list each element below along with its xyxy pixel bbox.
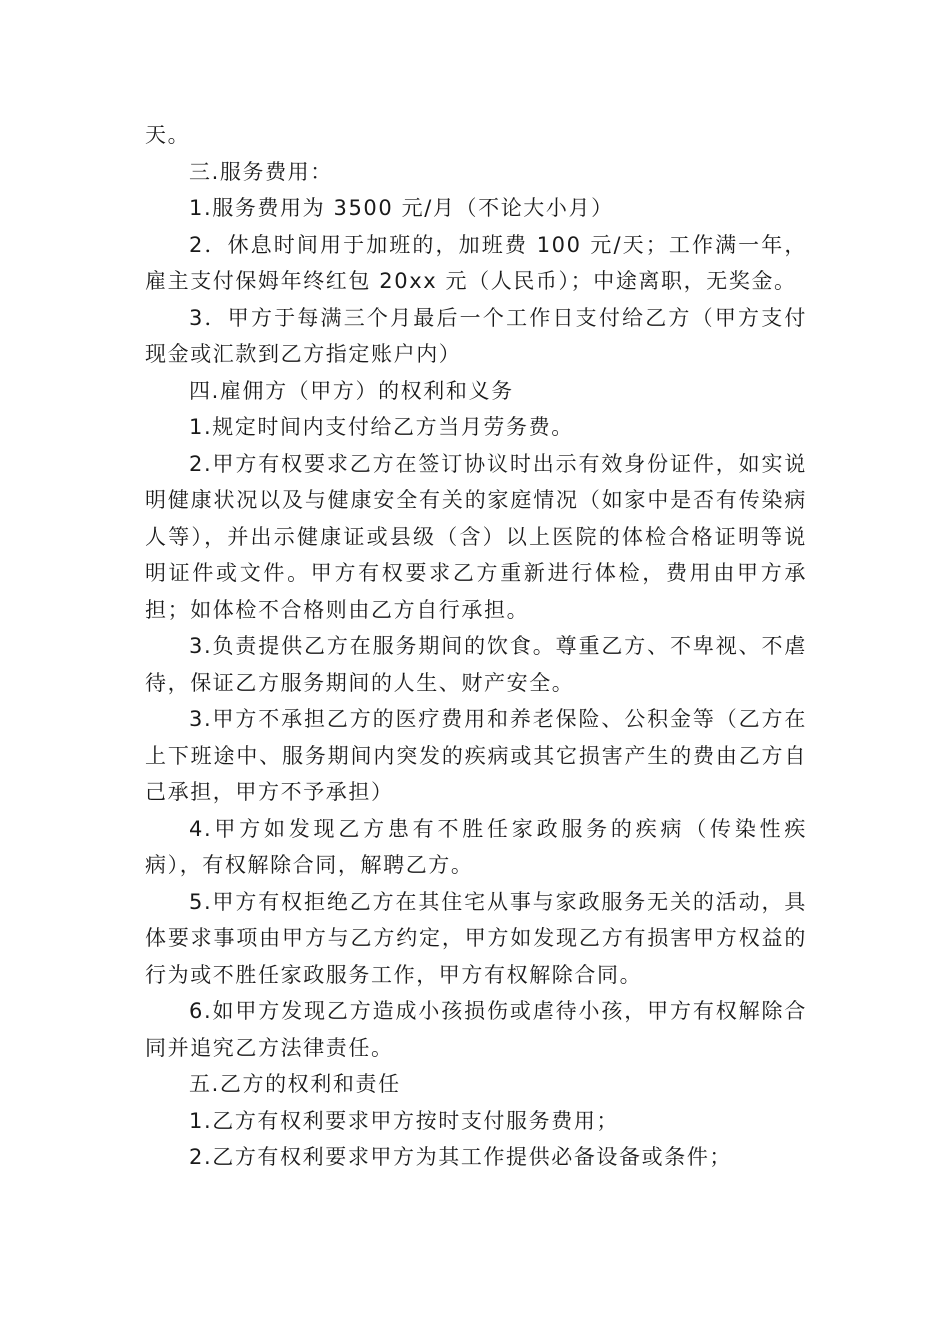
section-heading-employer-rights: 四.雇佣方（甲方）的权利和义务: [189, 378, 514, 403]
paragraph-payment-schedule: 3．甲方于每满三个月最后一个工作日支付给乙方（甲方支付现金或汇款到乙方指定账户内）: [145, 305, 807, 366]
paragraph-employee-2: 2.乙方有权利要求甲方为其工作提供必备设备或条件；: [189, 1145, 733, 1169]
paragraph-employer-5: 5.甲方有权拒绝乙方在其住宅从事与家政服务无关的活动，具体要求事项由甲方与乙方约定，甲方如发现乙方有损害甲方权益的行为或不胜任家政服务工作，甲方有权解除合同。: [145, 889, 807, 987]
paragraph-employer-3a: 3.负责提供乙方在服务期间的饮食。尊重乙方、不卑视、不虐待，保证乙方服务期间的人生、财产安全。: [145, 634, 807, 695]
paragraph-employer-1: 1.规定时间内支付给乙方当月劳务费。: [189, 415, 574, 439]
paragraph-employer-4: 4.甲方如发现乙方患有不胜任家政服务的疾病（传染性疾病），有权解除合同，解聘乙方。: [145, 816, 807, 877]
paragraph-fee-amount: 1.服务费用为 3500 元/月（不论大小月）: [189, 196, 614, 220]
paragraph-employer-6: 6.如甲方发现乙方造成小孩损伤或虐待小孩，甲方有权解除合同并追究乙方法律责任。: [145, 999, 807, 1060]
section-heading-service-fee: 三.服务费用：: [189, 159, 333, 184]
paragraph-overtime: 2．休息时间用于加班的，加班费 100 元/天；工作满一年，雇主支付保姆年终红包 20xx 元（人民币）；中途离职，无奖金。: [145, 232, 807, 293]
paragraph-continuation: 天。: [145, 123, 191, 147]
paragraph-employer-3b: 3.甲方不承担乙方的医疗费用和养老保险、公积金等（乙方在上下班途中、服务期间内突发的疾病或其它损害产生的费由乙方自己承担，甲方不予承担）: [145, 707, 807, 804]
paragraph-employee-1: 1.乙方有权利要求甲方按时支付服务费用；: [189, 1108, 620, 1133]
section-heading-employee-rights: 五.乙方的权利和责任: [189, 1072, 401, 1096]
document-page: [145, 117, 807, 1176]
paragraph-employer-2: 2.甲方有权要求乙方在签订协议时出示有效身份证件，如实说明健康状况以及与健康安全有关的家庭情况（如家中是否有传染病人等），并出示健康证或县级（含）以上医院的体检合格证明等说明证件或文件。甲方有权要求乙方重新进行体检，费用由甲方承担；如体检不合格则由乙方自行承担。: [145, 451, 807, 622]
